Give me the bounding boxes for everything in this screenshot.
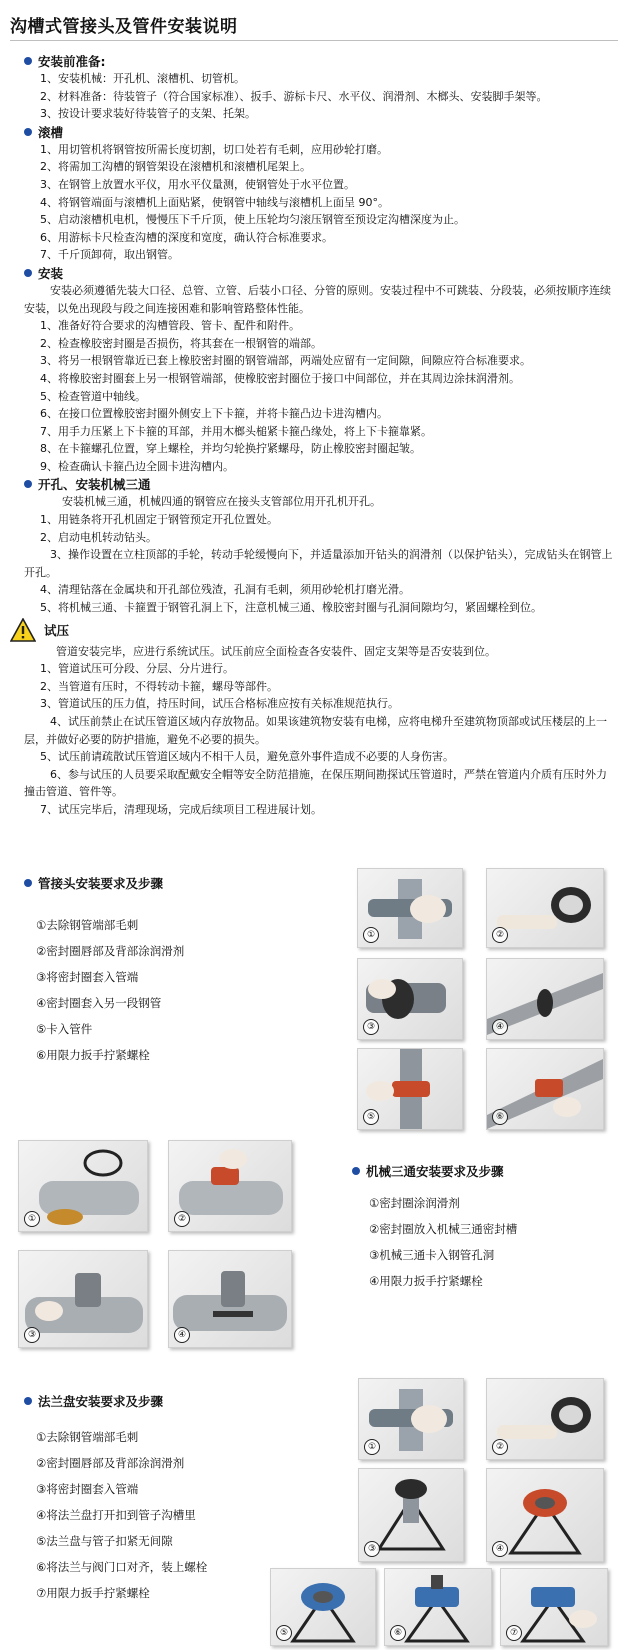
step-item: ②密封圈放入机械三通密封槽 [369, 1222, 518, 1236]
install-line: 1、准备好符合要求的沟槽管段、管卡、配件和附件。 [40, 319, 300, 333]
pressure-line: 3、管道试压的压力值，持压时间，试压合格标准应按有关标准规范执行。 [40, 697, 399, 711]
tee-line: 2、启动电机转动钻头。 [40, 530, 157, 544]
pressure-intro: 管道安装完毕，应进行系统试压。试压前应全面检查各安装件、固定支架等是否安装到位。 [56, 644, 496, 658]
flange-photo: ④ [486, 1468, 604, 1562]
mtee-photo: ③ [18, 1250, 148, 1348]
groove-line: 6、用游标卡尺检查沟槽的深度和宽度，确认符合标准要求。 [40, 230, 333, 244]
groove-line: 3、在钢管上放置水平仪，用水平仪量测，使钢管处于水平位置。 [40, 177, 355, 191]
step-item: ①密封圈涂润滑剂 [369, 1196, 460, 1210]
coupling-section [24, 874, 324, 1068]
coupling-photo: ⑥ [486, 1048, 604, 1130]
bullet-dot-icon [352, 1167, 360, 1175]
step-item: ①去除钢管端部毛刺 [36, 918, 139, 932]
bullet-dot-icon [24, 1397, 32, 1405]
page-title: 沟槽式管接头及管件安装说明 [10, 17, 238, 37]
install-line: 7、用手力压紧上下卡箍的耳部，并用木榔头槌紧卡箍凸缘处，将上下卡箍靠紧。 [40, 424, 432, 438]
pressure-para-6: 6、参与试压的人员要采取配戴安全帽等安全防范措施，在保压期间勘探试压管道时，严禁在管道内介质有压时外力撞击管道、管件等。 [24, 767, 607, 799]
step-item: ⑥用限力扳手拧紧螺栓 [36, 1048, 150, 1062]
coupling-photo: ① [357, 868, 463, 948]
mtee-photo: ① [18, 1140, 148, 1232]
prep-line: 3、按设计要求装好待装管子的支架、托架。 [40, 107, 256, 121]
tee-intro: 安装机械三通，机械四通的钢管应在接头支管部位用开孔机开孔。 [62, 495, 381, 509]
groove-line: 4、将钢管端面与滚槽机上面贴紧，使钢管中轴线与滚槽机上面呈 90°。 [40, 195, 389, 209]
step-item: ③机械三通卡入钢管孔洞 [369, 1248, 495, 1262]
prep-line: 1、安装机械：开孔机、滚槽机、切管机。 [40, 72, 245, 85]
step-item: ⑦用限力扳手拧紧螺栓 [36, 1586, 150, 1600]
step-item: ②密封圈唇部及背部涂润滑剂 [36, 1456, 185, 1470]
install-heading: 安装 [0, 264, 628, 282]
prep-line: 2、材料准备：待装管子（符合国家标准）、扳手、游标卡尺、水平仪、润滑剂、木榔头、安装脚手架等。 [40, 89, 548, 103]
tee-heading: 开孔、安装机械三通 [0, 475, 628, 493]
coupling-heading: 管接头安装要求及步骤 [24, 874, 324, 892]
mtee-section [352, 1162, 612, 1294]
flange-photo: ① [358, 1378, 464, 1460]
coupling-photo: ⑤ [357, 1048, 463, 1130]
step-item: ④用限力扳手拧紧螺栓 [369, 1274, 483, 1288]
groove-heading: 滚槽 [0, 123, 628, 141]
flange-heading: 法兰盘安装要求及步骤 [24, 1392, 334, 1410]
install-line: 4、将橡胶密封圈套上另一根钢管端部，使橡胶密封圈位于接口中间部位，并在其周边涂抹润滑剂。 [40, 371, 520, 385]
pressure-line: 1、管道试压可分段、分层、分片进行。 [40, 662, 234, 676]
pressure-line: 7、试压完毕后，清理现场，完成后续项目工程进展计划。 [40, 802, 322, 816]
install-instructions [0, 52, 628, 819]
tee-line: 4、清理钻落在金属块和开孔部位残渣，孔洞有毛刺，须用砂轮机打磨光滑。 [40, 583, 410, 597]
bullet-dot-icon [24, 269, 32, 277]
bullet-dot-icon [24, 879, 32, 887]
tee-line-3: 3、操作设置在立柱顶部的手轮，转动手轮缓慢向下，并适量添加开钻头的润滑剂（以保护钻头），完成钻头在钢管上开孔。 [24, 548, 613, 579]
install-line: 8、在卡箍螺孔位置，穿上螺栓，并均匀轮换拧紧螺母，防止橡胶密封圈起皱。 [40, 442, 421, 456]
step-item: ③将密封圈套入管端 [36, 1482, 139, 1496]
step-item: ④密封圈套入另一段钢管 [36, 996, 162, 1010]
warning-icon [10, 618, 36, 642]
install-line: 5、检查管道中轴线。 [40, 389, 146, 403]
tee-line: 5、将机械三通、卡箍置于钢管孔洞上下，注意机械三通、橡胶密封圈与孔洞间隙均匀，紧固螺栓到位。 [40, 601, 542, 615]
step-item: ⑥将法兰与阀门口对齐，装上螺栓 [36, 1560, 208, 1574]
bullet-dot-icon [24, 128, 32, 136]
mtee-photo: ② [168, 1140, 292, 1232]
coupling-photo: ② [486, 868, 604, 948]
mtee-photo: ④ [168, 1250, 292, 1348]
groove-line: 2、将需加工沟槽的钢管架设在滚槽机和滚槽机尾架上。 [40, 160, 311, 174]
step-item: ⑤法兰盘与管子扣紧无间隙 [36, 1534, 173, 1548]
groove-line: 1、用切管机将钢管按所需长度切割，切口处若有毛刺，应用砂轮打磨。 [40, 142, 388, 156]
mtee-steps [352, 1190, 612, 1294]
step-item: ④将法兰盘打开扣到管子沟槽里 [36, 1508, 196, 1522]
coupling-photo: ④ [486, 958, 604, 1040]
title-divider [10, 40, 618, 41]
pressure-line: 5、试压前请疏散试压管道区域内不相干人员，避免意外事件造成不必要的人身伤害。 [40, 750, 454, 764]
prep-heading: 安装前准备: [0, 52, 628, 70]
mtee-heading: 机械三通安装要求及步骤 [352, 1162, 612, 1180]
step-item: ①去除钢管端部毛刺 [36, 1430, 139, 1444]
groove-line: 5、启动滚槽机电机，慢慢压下千斤顶，使上压轮均匀滚压钢管至预设定沟槽深度为止。 [40, 213, 465, 227]
pressure-para-4: 4、试压前禁止在试压管道区域内存放物品。如果该建筑物安装有电梯，应将电梯升至建筑物顶部或试压楼层的上一层，并做好必要的防护措施，避免不必要的损失。 [24, 715, 607, 746]
flange-photo: ⑦ [500, 1568, 608, 1646]
install-line: 6、在接口位置橡胶密封圈外侧安上下卡箍，并将卡箍凸边卡进沟槽内。 [40, 407, 388, 421]
install-intro: 安装必须遵循先装大口径、总管、立管、后装小口径、分管的原则。安装过程中不可跳装、分段装，必须按顺序连续安装，以免出现段与段之间连接困难和影响管路整体性能。 [24, 283, 611, 315]
install-line: 9、检查确认卡箍凸边全圆卡进沟槽内。 [40, 459, 234, 473]
flange-photo: ③ [358, 1468, 464, 1562]
step-item: ②密封圈唇部及背部涂润滑剂 [36, 944, 185, 958]
flange-photo: ⑤ [270, 1568, 376, 1646]
install-line: 3、将另一根钢管靠近已套上橡胶密封圈的钢管端部，两端处应留有一定间隙，间隙应符合标准要求。 [40, 354, 531, 368]
install-line: 2、检查橡胶密封圈是否损伤，将其套在一根钢管的端部。 [40, 336, 322, 350]
pressure-heading: 试压 [0, 617, 628, 643]
pressure-line: 2、当管道有压时，不得转动卡箍，螺母等部件。 [40, 679, 278, 693]
flange-photo: ② [486, 1378, 604, 1460]
coupling-photo: ③ [357, 958, 463, 1040]
step-item: ⑤卡入管件 [36, 1022, 93, 1036]
flange-photo: ⑥ [384, 1568, 492, 1646]
bullet-dot-icon [24, 480, 32, 488]
bullet-dot-icon [24, 57, 32, 65]
step-item: ③将密封圈套入管端 [36, 970, 139, 984]
groove-line: 7、千斤顶卸荷，取出钢管。 [40, 248, 179, 262]
tee-line: 1、用链条将开孔机固定于钢管预定开孔位置处。 [40, 513, 278, 527]
coupling-steps [24, 912, 324, 1068]
